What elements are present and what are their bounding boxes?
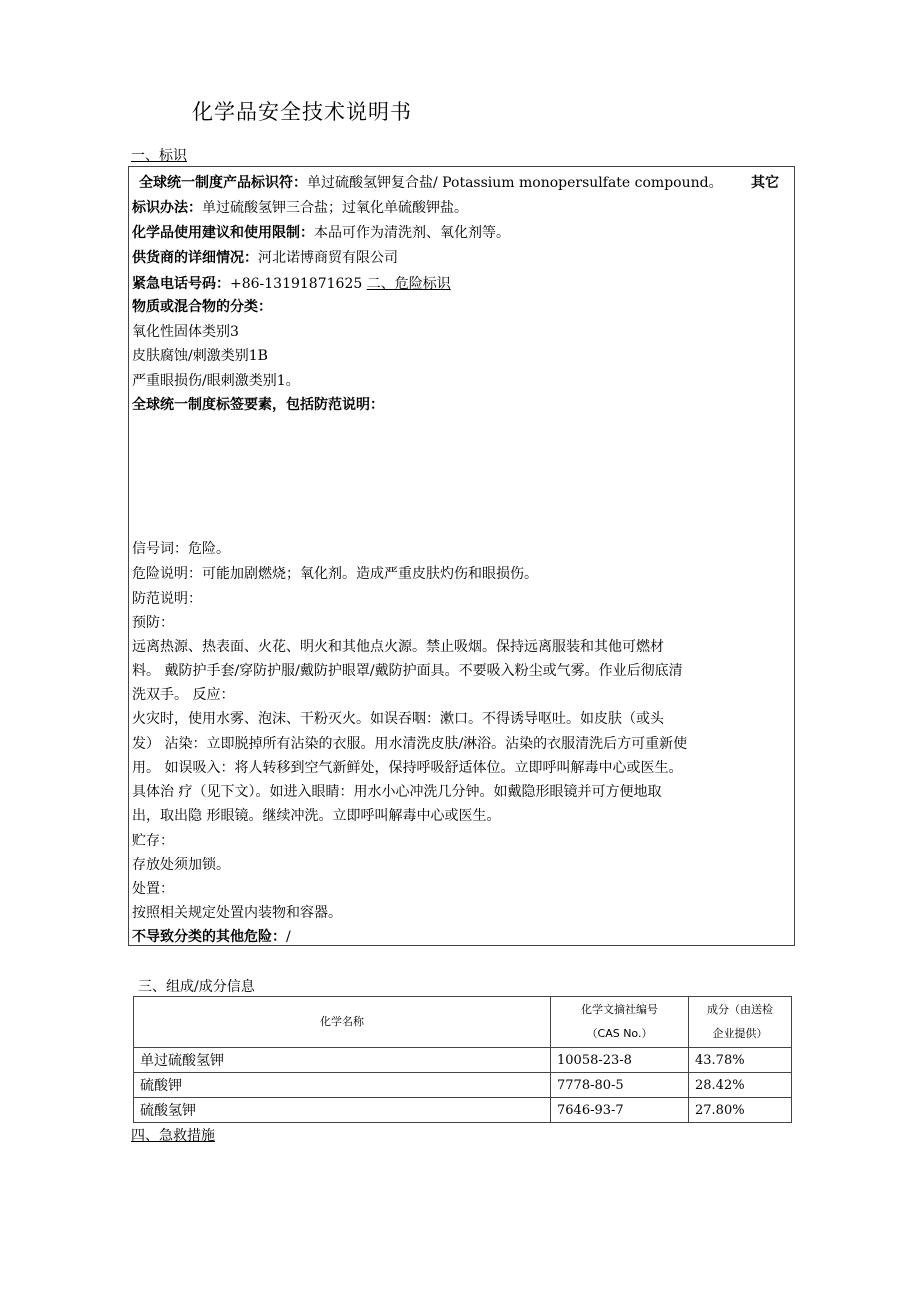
section-3-heading: 三、组成/成分信息 — [138, 979, 255, 995]
table-row — [134, 1098, 792, 1123]
other-hazard-line — [132, 928, 291, 946]
disposal-label: 处置： — [132, 881, 174, 897]
use-label: 化学品使用建议和使用限制： — [132, 225, 314, 241]
cas-cell: 7778-80-5 — [551, 1073, 689, 1098]
header-percentage-line2: 企业提供） — [712, 1027, 768, 1040]
other-id-value: 单过硫酸氢钾三合盐；过氧化单硫酸钾盐。 — [202, 200, 468, 216]
supplier-line — [132, 249, 398, 267]
classification-label: 物质或混合物的分类： — [132, 299, 272, 315]
percentage-cell: 28.42% — [689, 1073, 792, 1098]
header-cas-line1: 化学文摘社编号 — [581, 1003, 658, 1016]
section-2-heading: 二、危险标识 — [366, 276, 451, 292]
storage-label: 贮存： — [132, 833, 174, 849]
phone-label: 紧急电话号码： — [132, 276, 230, 292]
prevention-text: 洗双手。 反应： — [132, 687, 235, 703]
prevention-label: 预防： — [132, 615, 174, 631]
use-value: 本品可作为清洗剂、氧化剂等。 — [314, 225, 510, 241]
header-percentage — [689, 997, 792, 1048]
supplier-value: 河北诺博商贸有限公司 — [258, 250, 398, 266]
disposal-value: 按照相关规定处置内装物和容器。 — [132, 905, 342, 921]
use-line — [132, 224, 510, 242]
ghs-identifier-value: 单过硫酸氢钾复合盐/ Potassium monopersulfate compound。 — [307, 175, 723, 191]
table-row — [134, 1048, 792, 1073]
classification-item: 严重眼损伤/眼刺激类别1。 — [132, 373, 300, 389]
table-header-row — [134, 997, 792, 1048]
other-hazard-label: 不导致分类的其他危险： — [132, 929, 286, 945]
chemical-name-cell: 硫酸钾 — [134, 1073, 551, 1098]
other-hazard-value: / — [286, 929, 291, 945]
section-1-heading: 一、标识 — [131, 148, 187, 164]
response-text: 具体治 疗（见下文）。如进入眼睛：用水小心冲洗几分钟。如戴隐形眼镜并可方便地取 — [132, 784, 662, 800]
precaution-label: 防范说明： — [132, 591, 202, 607]
cas-cell: 7646-93-7 — [551, 1098, 689, 1123]
classification-item: 氧化性固体类别3 — [132, 324, 239, 340]
cas-cell: 10058-23-8 — [551, 1048, 689, 1073]
section-4-heading: 四、急救措施 — [131, 1128, 215, 1144]
chemical-name-cell: 硫酸氢钾 — [134, 1098, 551, 1123]
header-cas-line2: （CAS No.） — [586, 1027, 653, 1040]
ghs-identifier-label: 全球统一制度产品标识符： — [139, 175, 307, 191]
storage-value: 存放处须加锁。 — [132, 857, 230, 873]
classification-item: 皮肤腐蚀/刺激类别1B — [132, 348, 268, 364]
ghs-label-elements: 全球统一制度标签要素，包括防范说明： — [132, 397, 384, 413]
signal-word: 信号词：危险。 — [132, 541, 230, 557]
other-id-line — [132, 199, 468, 217]
phone-value: +86-13191871625 — [230, 276, 363, 292]
response-text: 出，取出隐 形眼镜。继续冲洗。立即呼叫解毒中心或医生。 — [132, 808, 501, 824]
table-row — [134, 1073, 792, 1098]
other-id-label-start: 其它 — [751, 175, 779, 191]
header-percentage-line1: 成分（由送检 — [707, 1003, 773, 1016]
header-cas — [551, 997, 689, 1048]
prevention-text: 料。 戴防护手套/穿防护服/戴防护眼罩/戴防护面具。不要吸入粉尘或气雾。作业后彻底清 — [132, 663, 683, 679]
hazard-statement: 危险说明：可能加剧燃烧；氧化剂。造成严重皮肤灼伤和眼损伤。 — [132, 566, 538, 582]
document-title: 化学品安全技术说明书 — [192, 100, 412, 124]
percentage-cell: 27.80% — [689, 1098, 792, 1123]
prevention-text: 远离热源、热表面、火花、明火和其他点火源。禁止吸烟。保持远离服装和其他可燃材 — [132, 639, 664, 655]
percentage-cell: 43.78% — [689, 1048, 792, 1073]
identification-hazard-box — [128, 166, 795, 946]
ghs-identifier-line — [139, 174, 723, 192]
header-chemical-name: 化学名称 — [134, 997, 551, 1048]
other-id-label: 标识办法： — [132, 200, 202, 216]
response-text: 用。 如误吸入：将人转移到空气新鲜处，保持呼吸舒适体位。立即呼叫解毒中心或医生。 — [132, 760, 683, 776]
response-text: 火灾时，使用水雾、泡沫、干粉灭火。如误吞咽：漱口。不得诱导呕吐。如皮肤（或头 — [132, 711, 664, 727]
phone-line — [132, 275, 451, 293]
chemical-name-cell: 单过硫酸氢钾 — [134, 1048, 551, 1073]
composition-table — [133, 996, 792, 1123]
supplier-label: 供货商的详细情况： — [132, 250, 258, 266]
response-text: 发） 沾染：立即脱掉所有沾染的衣服。用水清洗皮肤/淋浴。沾染的衣服清洗后方可重新使 — [132, 736, 688, 752]
